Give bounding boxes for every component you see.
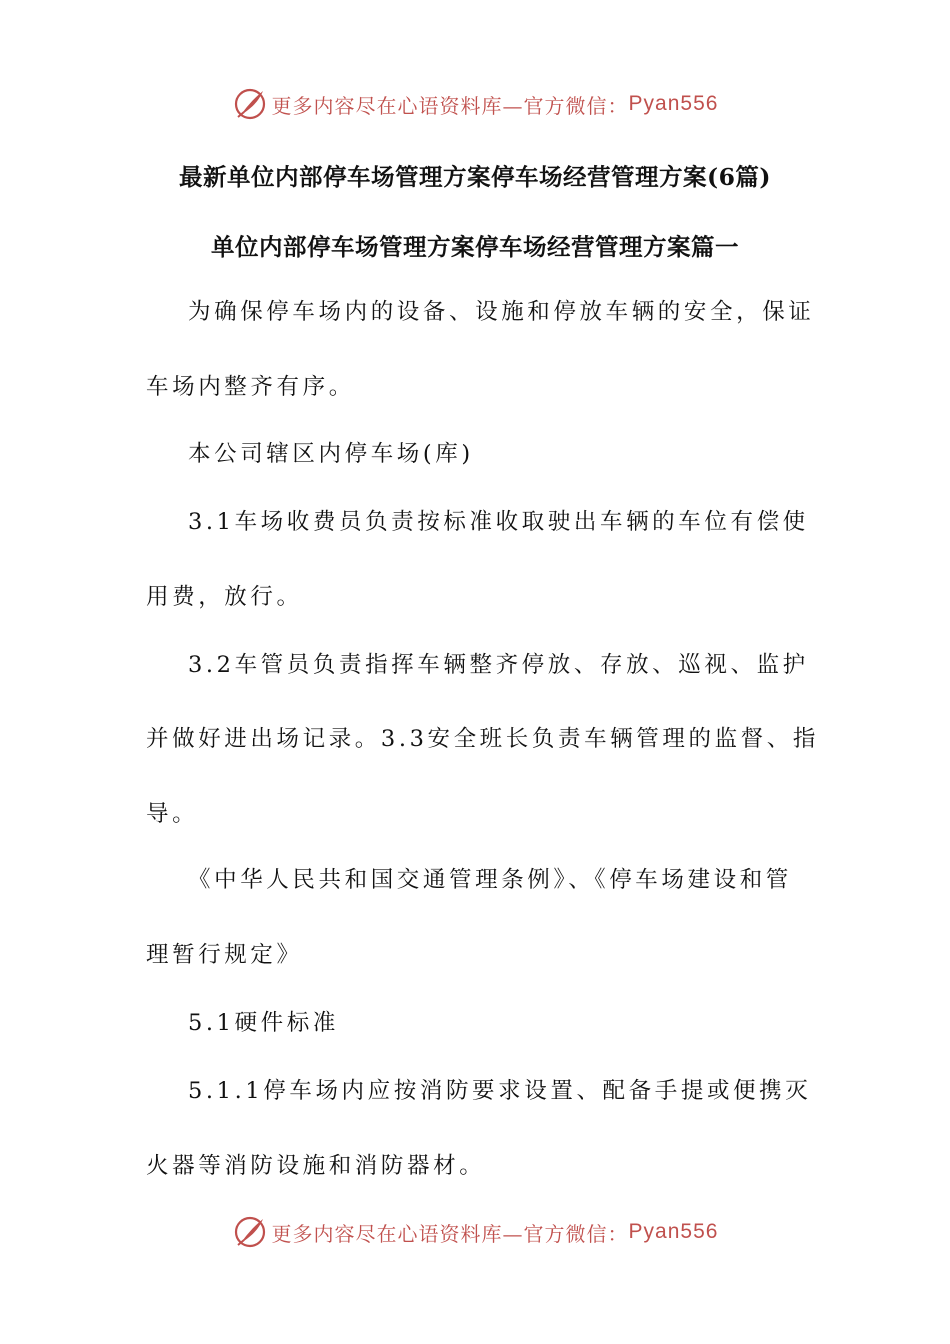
paragraph-line: 并做好进出场记录。3.3安全班长负责车辆管理的监督、指 — [146, 726, 819, 752]
watermark-text: 更多内容尽在心语资料库—官方微信： — [271, 93, 629, 118]
watermark-text: 更多内容尽在心语资料库—官方微信： — [271, 1221, 629, 1246]
paragraph-line: 3.1车场收费员负责按标准收取驶出车辆的车位有偿使 — [188, 509, 809, 535]
paragraph-line: 本公司辖区内停车场(库) — [188, 441, 474, 467]
paragraph-line: 车场内整齐有序。 — [146, 374, 355, 400]
paragraph-line: 导。 — [146, 801, 199, 827]
watermark-banner-top — [0, 84, 950, 124]
paragraph-line: 5.1.1停车场内应按消防要求设置、配备手提或便携灭 — [188, 1078, 812, 1104]
paragraph-line: 5.1硬件标准 — [188, 1010, 339, 1036]
section-title: 单位内部停车场管理方案停车场经营管理方案篇一 — [211, 233, 739, 261]
paragraph-line: 3.2车管员负责指挥车辆整齐停放、存放、巡视、监护 — [188, 652, 809, 678]
quill-pen-circle-icon — [232, 86, 268, 122]
watermark-banner-bottom — [0, 1212, 950, 1252]
watermark-wechat-id: Pyan556 — [628, 92, 719, 115]
watermark-wechat-id: Pyan556 — [628, 1220, 719, 1243]
paragraph-line: 《中华人民共和国交通管理条例》、《停车场建设和管 — [188, 867, 792, 893]
paragraph-line: 理暂行规定》 — [146, 942, 303, 968]
paragraph-line: 为确保停车场内的设备、设施和停放车辆的安全，保证 — [188, 299, 815, 325]
paragraph-line: 火器等消防设施和消防器材。 — [146, 1153, 486, 1179]
paragraph-line: 用费，放行。 — [146, 584, 303, 610]
document-title: 最新单位内部停车场管理方案停车场经营管理方案(6篇) — [178, 163, 772, 191]
quill-pen-circle-icon — [232, 1214, 268, 1250]
